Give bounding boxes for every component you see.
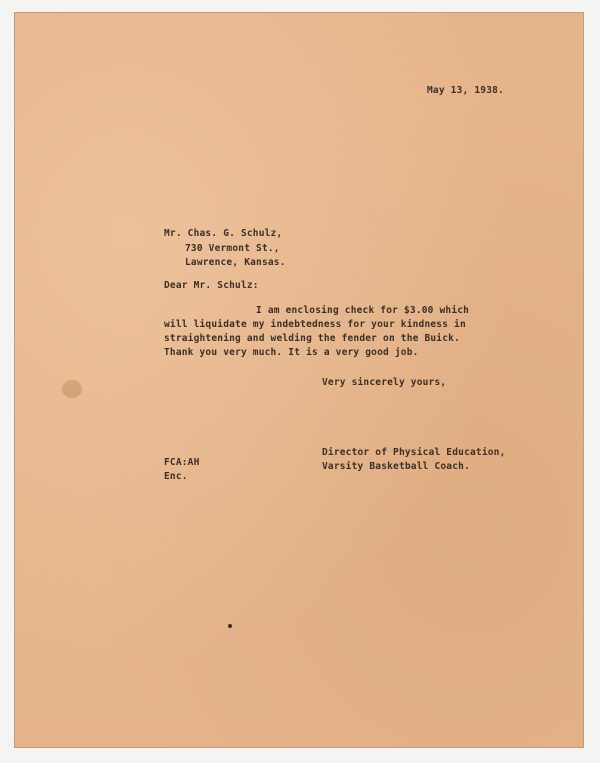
- letter-page: [14, 12, 584, 748]
- enclosure-note: Enc.: [164, 471, 188, 482]
- body-line: will liquidate my indebtedness for your kindness in: [164, 319, 466, 330]
- body-line: Thank you very much. It is a very good job.: [164, 347, 419, 358]
- body-line: I am enclosing check for $3.00 which: [256, 305, 470, 316]
- recipient-city: Lawrence, Kansas.: [185, 257, 286, 268]
- letter-date: May 13, 1938.: [427, 85, 504, 96]
- recipient-street: 730 Vermont St.,: [185, 243, 280, 254]
- body-line: straightening and welding the fender on the Buick.: [164, 333, 460, 344]
- signature-title: Varsity Basketball Coach.: [322, 461, 470, 472]
- paper-mark-dot: [228, 624, 232, 628]
- reference-initials: FCA:AH: [164, 457, 200, 468]
- paper-stain: [62, 380, 82, 398]
- recipient-name: Mr. Chas. G. Schulz,: [164, 228, 283, 239]
- signature-title: Director of Physical Education,: [322, 447, 506, 458]
- closing: Very sincerely yours,: [322, 377, 447, 388]
- salutation: Dear Mr. Schulz:: [164, 280, 259, 291]
